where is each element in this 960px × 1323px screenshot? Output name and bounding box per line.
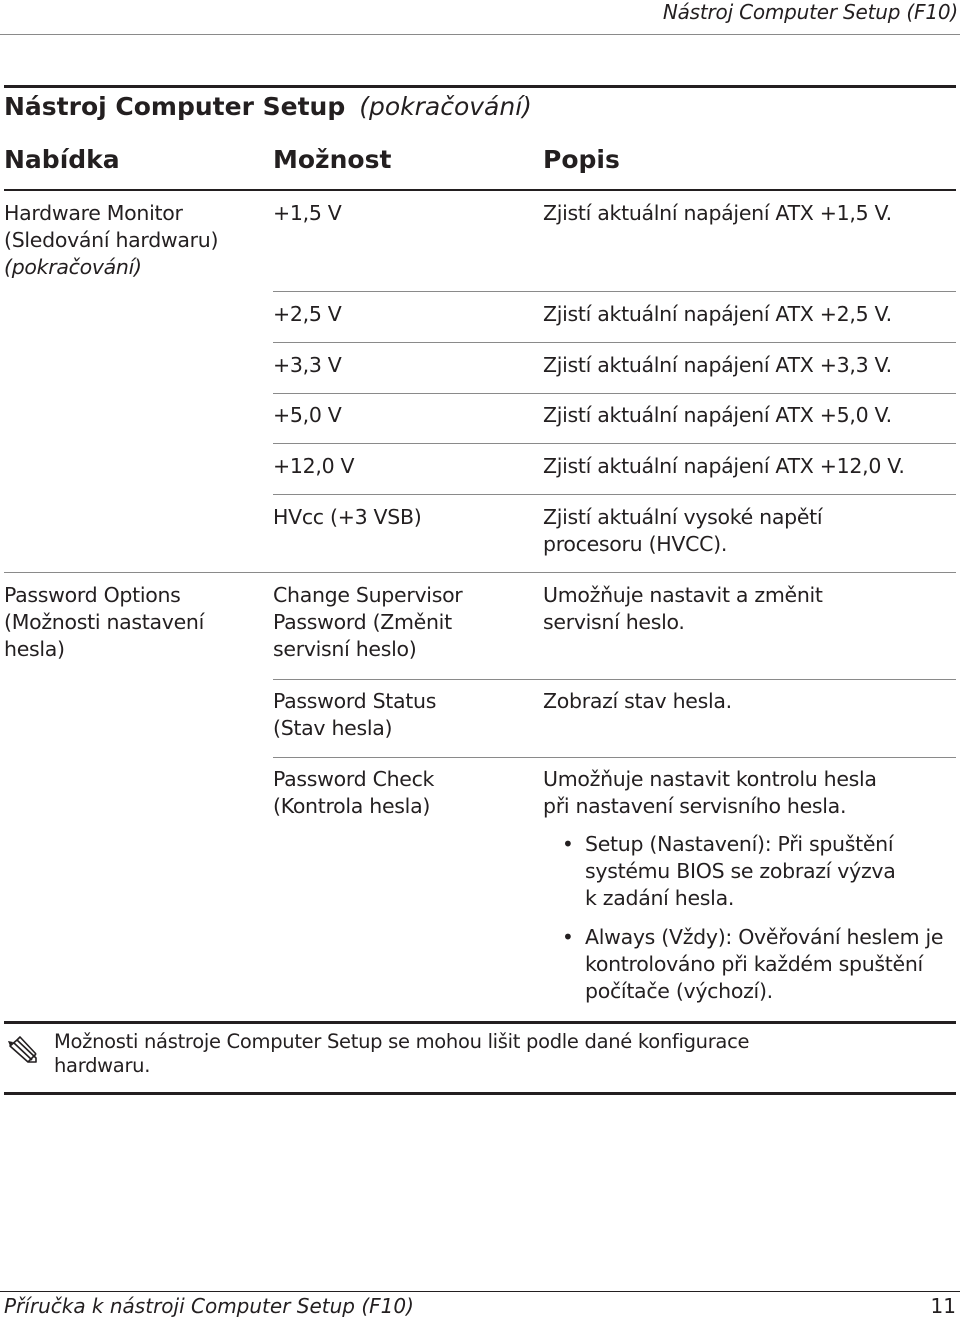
option-cell — [273, 402, 342, 429]
description-line: Zjistí aktuální napájení ATX +12,0 V. — [543, 454, 905, 478]
description-cell — [543, 766, 877, 820]
description-line: Zjistí aktuální vysoké napětí — [543, 505, 823, 529]
note-rule-top — [4, 1021, 956, 1024]
bullet-dot-icon: • — [562, 925, 574, 949]
option-line: +2,5 V — [273, 302, 342, 326]
column-header-menu: Nabídka — [4, 145, 120, 174]
option-line: Password (Změnit — [273, 610, 452, 634]
option-line: +12,0 V — [273, 454, 355, 478]
row-divider — [273, 757, 956, 758]
option-cell — [273, 504, 421, 531]
column-header-option: Možnost — [273, 145, 392, 174]
header-rule-bottom — [4, 189, 956, 191]
menu-line: (Sledování hardwaru) — [4, 228, 219, 252]
row-divider — [273, 494, 956, 495]
description-line: při nastavení servisního hesla. — [543, 794, 847, 818]
option-line: +3,3 V — [273, 353, 342, 377]
description-line: Zobrazí stav hesla. — [543, 689, 732, 713]
menu-cell-hardware-monitor — [4, 200, 218, 281]
note-line: Možnosti nástroje Computer Setup se mohou lišit podle dané konfigurace — [54, 1030, 750, 1053]
option-line: Change Supervisor — [273, 583, 463, 607]
bullet-line: k zadání hesla. — [585, 886, 735, 910]
pencil-note-icon — [6, 1032, 40, 1066]
description-cell — [543, 200, 892, 227]
running-header: Nástroj Computer Setup (F10) — [662, 0, 958, 24]
table-title-continued: (pokračování) — [359, 92, 532, 121]
row-divider — [4, 572, 956, 573]
footer-document-title: Příručka k nástroji Computer Setup (F10) — [4, 1294, 414, 1318]
table-title-main: Nástroj Computer Setup — [4, 92, 346, 121]
description-line: Zjistí aktuální napájení ATX +5,0 V. — [543, 403, 892, 427]
description-cell — [543, 582, 823, 636]
menu-cell-password-options — [4, 582, 204, 663]
bullet-dot-icon: • — [562, 832, 574, 856]
option-cell — [273, 352, 342, 379]
menu-line: Password Options — [4, 583, 181, 607]
description-line: Umožňuje nastavit kontrolu hesla — [543, 767, 877, 791]
description-line: Zjistí aktuální napájení ATX +1,5 V. — [543, 201, 892, 225]
description-line: Zjistí aktuální napájení ATX +2,5 V. — [543, 302, 892, 326]
menu-line: hesla) — [4, 637, 65, 661]
row-divider — [273, 443, 956, 444]
option-cell — [273, 453, 354, 480]
table-title — [4, 92, 532, 121]
note-line: hardwaru. — [54, 1054, 151, 1077]
option-cell — [273, 200, 342, 227]
option-line: (Stav hesla) — [273, 716, 393, 740]
menu-line: (Možnosti nastavení — [4, 610, 205, 634]
menu-line: (pokračování) — [4, 255, 142, 279]
description-line: Zjistí aktuální napájení ATX +3,3 V. — [543, 353, 892, 377]
description-cell — [543, 301, 892, 328]
option-line: (Kontrola hesla) — [273, 794, 431, 818]
description-cell — [543, 402, 892, 429]
option-line: +5,0 V — [273, 403, 342, 427]
footer-rule — [0, 1291, 960, 1292]
menu-line: Hardware Monitor — [4, 201, 183, 225]
option-line: Password Status — [273, 689, 437, 713]
description-line: servisní heslo. — [543, 610, 685, 634]
bullet-line: počítače (výchozí). — [585, 979, 773, 1003]
description-cell — [543, 352, 892, 379]
option-cell — [273, 301, 342, 328]
option-line: HVcc (+3 VSB) — [273, 505, 422, 529]
option-line: servisní heslo) — [273, 637, 417, 661]
row-divider — [273, 291, 956, 292]
note-text — [54, 1030, 749, 1078]
column-header-description: Popis — [543, 145, 620, 174]
description-cell — [543, 504, 822, 558]
bullet-item-always — [585, 924, 943, 1005]
option-cell — [273, 582, 462, 663]
bullet-item-setup — [585, 831, 896, 912]
row-divider — [273, 679, 956, 680]
option-cell — [273, 688, 436, 742]
header-rule — [0, 34, 960, 35]
description-cell — [543, 453, 905, 480]
option-cell — [273, 766, 434, 820]
page-number: 11 — [930, 1294, 956, 1318]
bullet-line: systému BIOS se zobrazí výzva — [585, 859, 896, 883]
row-divider — [273, 393, 956, 394]
table-top-rule — [4, 85, 956, 88]
note-rule-bottom — [4, 1092, 956, 1095]
bullet-line: Always (Vždy): Ověřování heslem je — [585, 925, 944, 949]
bullet-line: kontrolováno při každém spuštění — [585, 952, 923, 976]
description-cell — [543, 688, 732, 715]
description-line: Umožňuje nastavit a změnit — [543, 583, 823, 607]
option-line: +1,5 V — [273, 201, 342, 225]
option-line: Password Check — [273, 767, 435, 791]
bullet-line: Setup (Nastavení): Při spuštění — [585, 832, 894, 856]
row-divider — [273, 342, 956, 343]
description-line: procesoru (HVCC). — [543, 532, 728, 556]
